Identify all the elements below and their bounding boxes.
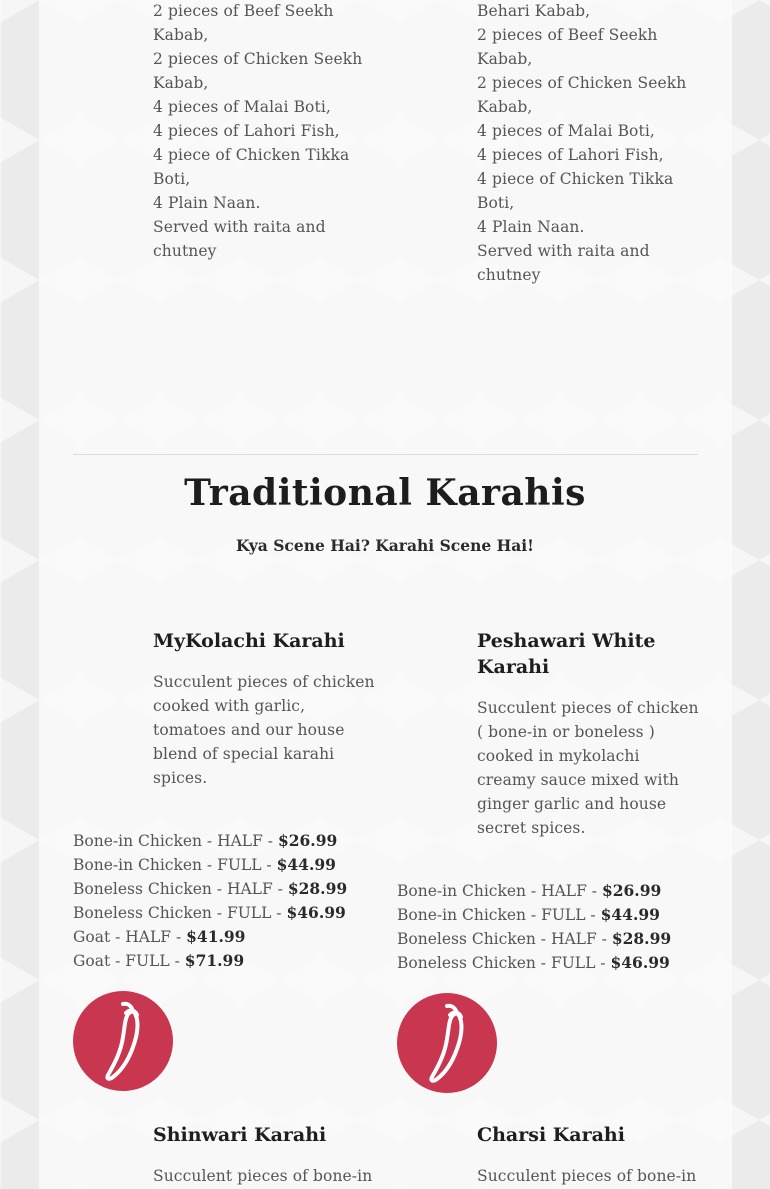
price-row <box>73 901 347 925</box>
price-amount: $44.99 <box>600 905 660 924</box>
price-row <box>397 951 671 975</box>
price-list <box>73 829 347 973</box>
price-row <box>73 853 347 877</box>
previous-item-description-right: Behari Kabab, 2 pieces of Beef Seekh Kabab, 2 pieces of Chicken Seekh Kabab, 4 pieces of Malai Boti, 4 pieces of Lahori Fish, 4 piece of Chicken Tikka Boti, 4 Plain Naan. Served with raita and chutney <box>477 2 687 284</box>
price-label: Goat - HALF - <box>73 928 187 946</box>
price-amount: $41.99 <box>186 927 246 946</box>
price-label: Boneless Chicken - HALF - <box>397 930 612 948</box>
price-label: Goat - FULL - <box>73 952 185 970</box>
price-row <box>73 829 347 853</box>
price-label: Boneless Chicken - HALF - <box>73 880 288 898</box>
price-row <box>73 925 347 949</box>
section-subtitle: Kya Scene Hai? Karahi Scene Hai! <box>236 536 534 555</box>
price-amount: $46.99 <box>610 953 670 972</box>
section-title: Traditional Karahis <box>184 472 586 514</box>
chili-pepper-icon <box>397 993 497 1093</box>
price-amount: $44.99 <box>276 855 336 874</box>
price-amount: $71.99 <box>184 951 245 970</box>
price-row <box>397 879 671 903</box>
price-row <box>73 949 347 973</box>
price-label: Boneless Chicken - FULL - <box>73 904 287 922</box>
price-amount: $28.99 <box>287 879 348 898</box>
item-description: Succulent pieces of chicken ( bone-in or boneless ) cooked in mykolachi creamy sauce mixed with ginger garlic and house secret spices. <box>477 699 699 837</box>
price-label: Bone-in Chicken - FULL - <box>73 856 277 874</box>
price-amount: $46.99 <box>286 903 346 922</box>
item-description: Succulent pieces of chicken cooked with garlic, tomatoes and our house blend of special karahi spices. <box>153 673 375 787</box>
price-label: Boneless Chicken - FULL - <box>397 954 611 972</box>
item-name: Shinwari Karahi <box>153 1124 327 1146</box>
price-label: Bone-in Chicken - FULL - <box>397 906 601 924</box>
item-description: Succulent pieces of bone-in <box>153 1167 373 1185</box>
item-name: Peshawari White Karahi <box>477 630 656 678</box>
price-row <box>397 927 671 951</box>
price-list <box>397 879 671 975</box>
item-description: Succulent pieces of bone-in <box>477 1167 697 1185</box>
chili-pepper-icon <box>73 991 173 1091</box>
price-amount: $28.99 <box>611 929 672 948</box>
item-name: Charsi Karahi <box>477 1124 625 1146</box>
price-amount: $26.99 <box>277 831 338 850</box>
previous-item-description-left: 2 pieces of Beef Seekh Kabab, 2 pieces of Chicken Seekh Kabab, 4 pieces of Malai Boti, 4 pieces of Lahori Fish, 4 piece of Chicken Tikka Boti, 4 Plain Naan. Served with raita and chutney <box>153 2 363 260</box>
item-name: MyKolachi Karahi <box>153 630 345 652</box>
section-divider <box>73 454 698 455</box>
price-label: Bone-in Chicken - HALF - <box>397 882 602 900</box>
price-label: Bone-in Chicken - HALF - <box>73 832 278 850</box>
price-amount: $26.99 <box>601 881 662 900</box>
price-row <box>73 877 347 901</box>
price-row <box>397 903 671 927</box>
